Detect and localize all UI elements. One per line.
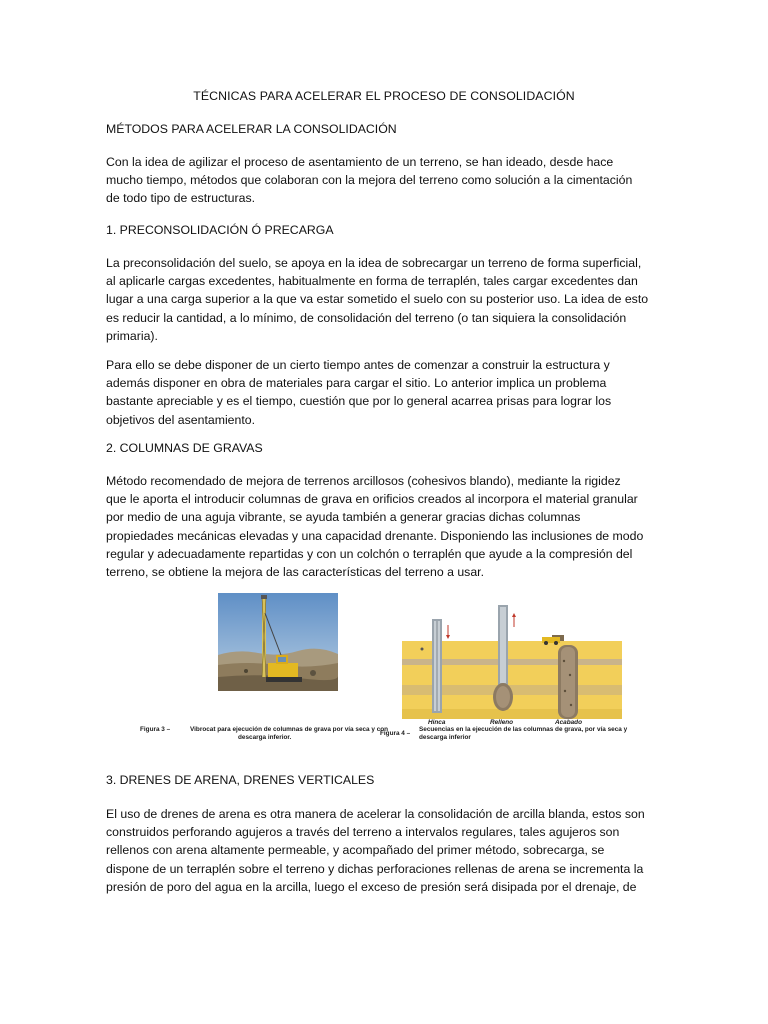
section-2-heading: 2. COLUMNAS DE GRAVAS — [106, 441, 263, 455]
figure-3-label: Figura 3 – — [140, 726, 171, 733]
vibrocat-photo — [218, 593, 338, 691]
text-line: objetivos del asentamiento. — [106, 412, 256, 427]
section-1-heading: 1. PRECONSOLIDACIÓN Ó PRECARGA — [106, 223, 334, 237]
text-line: Para ello se debe disponer de un cierto tiempo antes de comenzar a construir la estructura y — [106, 358, 610, 372]
section-2-paragraph — [106, 472, 662, 581]
text-line: dispone de un terraplén sobre el terreno y dichas perforaciones rellenas de arena se incrementa la — [106, 861, 644, 876]
figures-block — [140, 593, 640, 753]
text-line: lugar a una carga superior a la que va estar sometido el suelo con su posterior uso. La idea de esto — [106, 292, 649, 307]
stage-label-hinca: Hinca — [428, 719, 446, 726]
text-line: La preconsolidación del suelo, se apoya en la idea de sobrecargar un terreno de forma superficial, — [106, 256, 642, 270]
text-line: que le aporta el introducir columnas de grava en orificios creados al incorpora el material granular — [106, 492, 638, 507]
intro-paragraph — [106, 153, 662, 208]
methods-heading: MÉTODOS PARA ACELERAR LA CONSOLIDACIÓN — [106, 122, 397, 136]
text-line: además disponer en obra de materiales para cargar el sitio. Lo anterior implica un problema — [106, 376, 607, 391]
stage-label-relleno: Relleno — [490, 719, 514, 726]
text-line: propiedades mecánicas elevadas y una capacidad drenante. Disponiendo las inclusiones de modo — [106, 528, 644, 543]
text-line: regular y adecuadamente repartidas y con un colchón o terraplén que ayude a la compresión del — [106, 546, 633, 561]
section-3-paragraph — [106, 805, 662, 896]
text-line: Método recomendado de mejora de terrenos arcillosos (cohesivos blando), mediante la rigidez — [106, 474, 621, 488]
text-line: terreno, se obtiene la mejora de las características del terreno a usar. — [106, 565, 484, 580]
text-line: es reducir la cantidad, a lo mínimo, de consolidación del terreno (o tan siquiera la consolidación — [106, 310, 627, 325]
gravel-columns-diagram — [402, 601, 622, 725]
text-line: primaria). — [106, 328, 158, 343]
figure-3-caption-line-2: descarga inferior. — [238, 734, 292, 741]
figure-4-caption-line-2: descarga inferior — [419, 734, 471, 741]
section-1-paragraph-2 — [106, 356, 662, 429]
text-line: de todo tipo de estructuras. — [106, 191, 256, 206]
figure-4-caption-line-1: Secuencias en la ejecución de las columnas de grava, por vía seca y — [419, 726, 628, 733]
section-3-heading: 3. DRENES DE ARENA, DRENES VERTICALES — [106, 773, 375, 787]
text-line: construidos perforando agujeros a través del terreno a intervalos regulares, tales agujeros son — [106, 825, 620, 840]
text-line: bastante apreciable y es el tiempo, cuestión que por lo general acarrea prisas para lograr los — [106, 394, 612, 409]
text-line: rellenos con arena altamente permeable, y acompañado del primer método, sobrecarga, se — [106, 843, 605, 858]
text-line: Con la idea de agilizar el proceso de asentamiento de un terreno, se han ideado, desde hace — [106, 155, 614, 169]
figure-4-label: Figura 4 – — [380, 730, 411, 737]
text-line: por medio de una aguja vibrante, se ayuda también a generar gracias dichas columnas — [106, 510, 581, 525]
text-line: mucho tiempo, métodos que colaboran con la mejora del terreno como solución a la cimentación — [106, 173, 633, 188]
section-1-paragraph-1 — [106, 254, 662, 345]
stage-label-acabado: Acabado — [555, 719, 582, 726]
page-title: TÉCNICAS PARA ACELERAR EL PROCESO DE CONSOLIDACIÓN — [193, 89, 575, 103]
text-line: presión de poro del agua en la arcilla, luego el exceso de presión será disipada por el drenaje, de — [106, 879, 637, 894]
text-line: al aplicarle cargas excedentes, habitualmente en forma de terraplén, tales cargar excedentes dan — [106, 274, 638, 289]
text-line: El uso de drenes de arena es otra manera de acelerar la consolidación de arcilla blanda, estos son — [106, 807, 645, 821]
figure-3-caption-line-1: Vibrocat para ejecución de columnas de grava por vía seca y con — [190, 726, 389, 733]
